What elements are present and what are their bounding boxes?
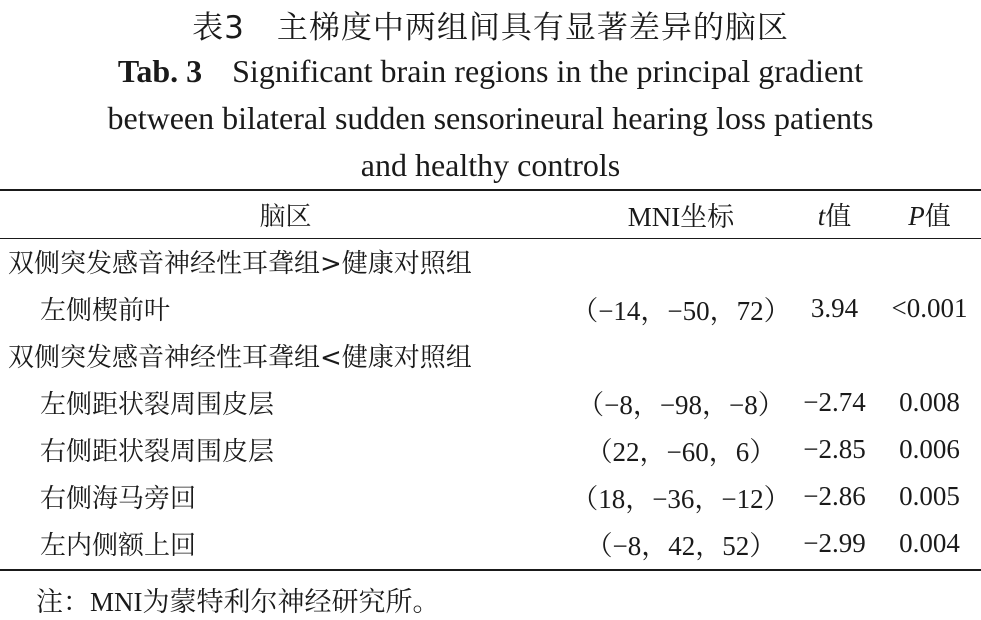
t-cell: −2.99 [803, 528, 866, 558]
t-cell: −2.74 [803, 387, 866, 417]
region-cell: 左内侧额上回 [40, 531, 197, 561]
t-cell: 3.94 [810, 293, 859, 323]
header-mni-text: MNI坐标 [627, 202, 735, 232]
table-row [0, 520, 981, 567]
region-cell: 左侧距状裂周围皮层 [40, 390, 275, 420]
mni-cell: （−14，−50，72） [571, 296, 791, 326]
group-row [0, 332, 981, 379]
region-cell: 右侧海马旁回 [40, 484, 197, 514]
table-title-en [0, 48, 981, 189]
title-en-line-1 [0, 48, 981, 95]
table-header-row [0, 191, 981, 238]
t-cell: −2.86 [803, 481, 866, 511]
header-region: 脑区 [259, 202, 312, 232]
p-cell: 0.008 [899, 387, 960, 417]
header-t-symbol: t [817, 201, 826, 231]
table-row [0, 379, 981, 426]
title-en-text-1: Significant brain regions in the principal gradient [232, 53, 864, 89]
results-table [0, 191, 981, 567]
p-cell: 0.005 [899, 481, 960, 511]
p-cell: <0.001 [891, 293, 968, 323]
header-t [791, 191, 878, 238]
t-cell: −2.85 [803, 434, 866, 464]
table-label: Tab. 3 [117, 53, 203, 89]
p-cell: 0.006 [899, 434, 960, 464]
header-p-symbol: P [908, 201, 925, 231]
group-label: 双侧突发感音神经性耳聋组>健康对照组 [8, 249, 472, 279]
title-en-line-2: between bilateral sudden sensorineural hearing loss patients [107, 100, 874, 136]
header-t-text: 值 [825, 202, 852, 232]
table-row [0, 473, 981, 520]
table-bottom-rule [0, 569, 981, 571]
table-note: 注：MNI为蒙特利尔神经研究所。 [36, 587, 440, 617]
title-en-line-3: and healthy controls [360, 147, 621, 183]
region-cell: 右侧距状裂周围皮层 [40, 437, 275, 467]
header-p [878, 191, 981, 238]
mni-cell: （−8，−98，−8） [577, 390, 785, 420]
p-cell: 0.004 [899, 528, 960, 558]
table-row [0, 426, 981, 473]
region-cell: 左侧楔前叶 [40, 296, 171, 326]
mni-cell: （−8，42，52） [585, 531, 777, 561]
header-mni [571, 191, 791, 238]
group-label: 双侧突发感音神经性耳聋组<健康对照组 [8, 343, 472, 373]
table-title-cn: 表3 主梯度中两组间具有显著差异的脑区 [192, 10, 789, 46]
mni-cell: （22，−60，6） [585, 437, 777, 467]
mni-cell: （18，−36，−12） [571, 484, 791, 514]
header-p-text: 值 [924, 202, 951, 232]
table-row [0, 285, 981, 332]
group-row [0, 238, 981, 285]
